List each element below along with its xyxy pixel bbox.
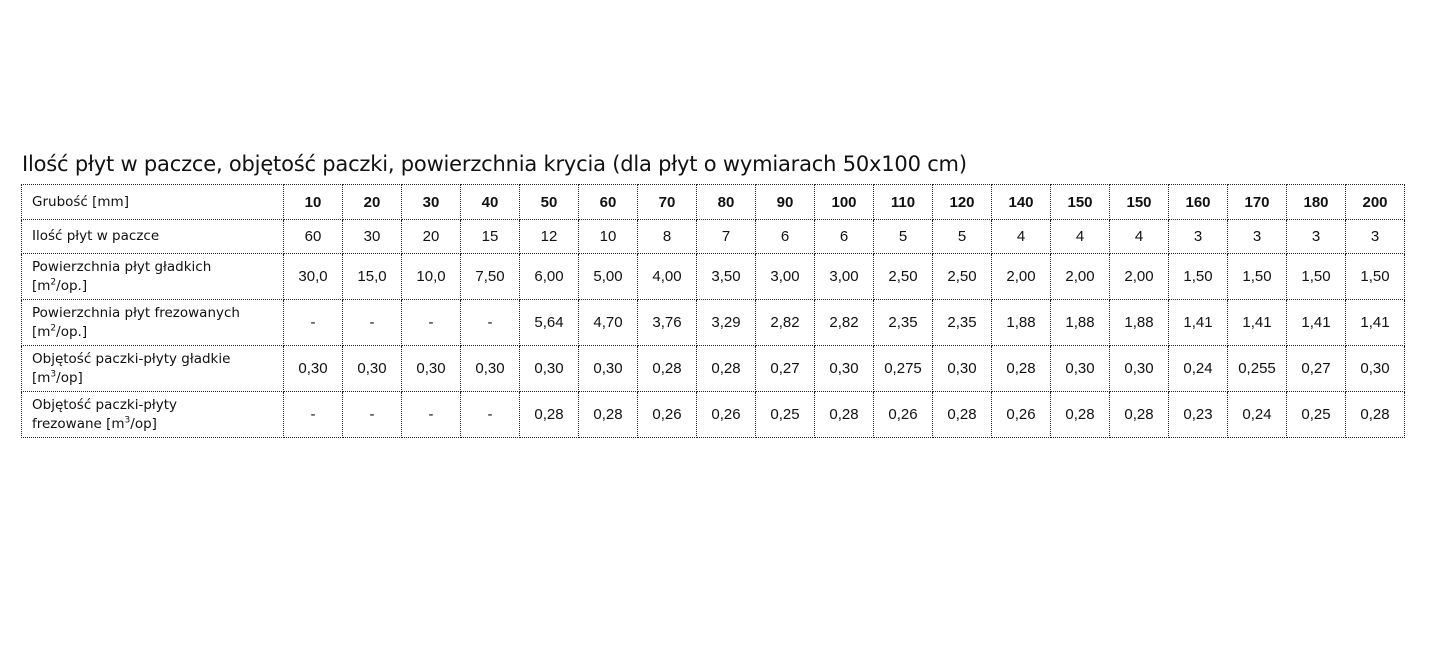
row-label-unit-exponent: 3	[50, 369, 57, 379]
table-cell: 0,30	[1110, 346, 1169, 392]
table-cell: 5,64	[520, 300, 579, 346]
table-cell: 4	[1051, 220, 1110, 254]
row-label-line1: Powierzchnia płyt frezowanych	[32, 304, 240, 321]
row-label-unit: frezowane [m	[32, 415, 125, 432]
column-header-cell: 170	[1228, 185, 1287, 220]
table-cell: 5	[874, 220, 933, 254]
table-cell: 3,50	[697, 254, 756, 300]
table-cell: 3	[1228, 220, 1287, 254]
table-cell: 0,28	[638, 346, 697, 392]
column-header-cell: 50	[520, 185, 579, 220]
table-cell: 0,28	[1110, 392, 1169, 438]
table-cell: 3,00	[815, 254, 874, 300]
row-label-line1: Objętość paczki-płyty	[32, 396, 178, 413]
row-label-unit-exponent: 2	[50, 323, 57, 333]
table-cell: 0,25	[756, 392, 815, 438]
row-label-unit-suffix: /op.]	[56, 277, 88, 294]
table-cell: 30	[343, 220, 402, 254]
table-cell: 3,00	[756, 254, 815, 300]
column-header-cell: 180	[1287, 185, 1346, 220]
table-cell: 10,0	[402, 254, 461, 300]
table-cell: 2,00	[992, 254, 1051, 300]
table-cell: 0,30	[520, 346, 579, 392]
column-header-cell: 150	[1110, 185, 1169, 220]
table-cell: 1,50	[1346, 254, 1405, 300]
row-label	[22, 392, 284, 438]
table-cell: 1,50	[1169, 254, 1228, 300]
row-label-unit-exponent: 2	[50, 277, 57, 287]
table-cell: 1,41	[1346, 300, 1405, 346]
specification-table	[21, 184, 1405, 438]
table-cell: 0,27	[756, 346, 815, 392]
milled-area-row	[22, 300, 1405, 346]
row-label-unit-suffix: /op.]	[56, 323, 88, 340]
column-header-cell: 100	[815, 185, 874, 220]
table-cell: 7	[697, 220, 756, 254]
table-cell: 0,28	[579, 392, 638, 438]
table-cell: 0,28	[992, 346, 1051, 392]
column-header-cell: 120	[933, 185, 992, 220]
table-cell: -	[461, 300, 520, 346]
table-cell: 0,23	[1169, 392, 1228, 438]
table-cell: 1,50	[1287, 254, 1346, 300]
table-cell: -	[402, 300, 461, 346]
table-cell: 0,30	[579, 346, 638, 392]
table-cell: 15,0	[343, 254, 402, 300]
table-cell: 2,35	[874, 300, 933, 346]
table-cell: 6	[756, 220, 815, 254]
table-cell: 60	[284, 220, 343, 254]
table-cell: 1,41	[1287, 300, 1346, 346]
row-label-unit-exponent: 3	[124, 415, 131, 425]
table-cell: 0,28	[815, 392, 874, 438]
table-cell: 1,88	[992, 300, 1051, 346]
smooth-volume-row	[22, 346, 1405, 392]
column-header-cell: 150	[1051, 185, 1110, 220]
table-cell: 1,41	[1169, 300, 1228, 346]
table-cell: 1,41	[1228, 300, 1287, 346]
row-label	[22, 346, 284, 392]
column-header-cell: 110	[874, 185, 933, 220]
table-cell: -	[343, 300, 402, 346]
table-cell: 5,00	[579, 254, 638, 300]
column-header-cell: 20	[343, 185, 402, 220]
row-label-unit: [m	[32, 323, 51, 340]
table-cell: 30,0	[284, 254, 343, 300]
row-label-unit: [m	[32, 369, 51, 386]
table-cell: 6	[815, 220, 874, 254]
table-cell: 0,30	[933, 346, 992, 392]
table-cell: 1,50	[1228, 254, 1287, 300]
table-cell: 0,26	[697, 392, 756, 438]
column-header-cell: 10	[284, 185, 343, 220]
table-cell: -	[343, 392, 402, 438]
table-cell: 0,30	[402, 346, 461, 392]
table-cell: 2,35	[933, 300, 992, 346]
table-cell: 0,30	[284, 346, 343, 392]
table-cell: 0,28	[933, 392, 992, 438]
row-label: Ilość płyt w paczce	[22, 220, 284, 254]
table-cell: 6,00	[520, 254, 579, 300]
table-cell: 3,29	[697, 300, 756, 346]
table-cell: 0,28	[1051, 392, 1110, 438]
row-label-unit-suffix: /op]	[56, 369, 83, 386]
table-cell: 0,30	[461, 346, 520, 392]
table-cell: 2,50	[874, 254, 933, 300]
smooth-area-row	[22, 254, 1405, 300]
row-label	[22, 300, 284, 346]
milled-volume-row	[22, 392, 1405, 438]
table-cell: 0,27	[1287, 346, 1346, 392]
table-cell: 3,76	[638, 300, 697, 346]
table-cell: 0,26	[638, 392, 697, 438]
table-cell: 0,275	[874, 346, 933, 392]
table-cell: 2,00	[1051, 254, 1110, 300]
row-label-unit: [m	[32, 277, 51, 294]
table-cell: -	[284, 392, 343, 438]
column-header-cell: 200	[1346, 185, 1405, 220]
table-cell: 15	[461, 220, 520, 254]
thickness-row	[22, 185, 1405, 220]
table-cell: 8	[638, 220, 697, 254]
table-cell: 1,88	[1110, 300, 1169, 346]
table-cell: 0,26	[874, 392, 933, 438]
table-cell: 4	[992, 220, 1051, 254]
table-cell: 0,25	[1287, 392, 1346, 438]
table-cell: 0,30	[1051, 346, 1110, 392]
column-header-cell: 30	[402, 185, 461, 220]
table-cell: -	[461, 392, 520, 438]
column-header-cell: 60	[579, 185, 638, 220]
table-cell: 4	[1110, 220, 1169, 254]
column-header-cell: 70	[638, 185, 697, 220]
row-label-line1: Powierzchnia płyt gładkich	[32, 258, 212, 275]
table-cell: 3	[1169, 220, 1228, 254]
table-cell: 0,255	[1228, 346, 1287, 392]
table-cell: 10	[579, 220, 638, 254]
table-cell: 7,50	[461, 254, 520, 300]
table-cell: 2,82	[756, 300, 815, 346]
column-header-cell: 160	[1169, 185, 1228, 220]
boards-per-pack-row	[22, 220, 1405, 254]
table-cell: 12	[520, 220, 579, 254]
table-cell: -	[284, 300, 343, 346]
column-header-cell: 40	[461, 185, 520, 220]
table-cell: 2,50	[933, 254, 992, 300]
table-cell: 0,30	[1346, 346, 1405, 392]
table-cell: -	[402, 392, 461, 438]
table-cell: 0,24	[1228, 392, 1287, 438]
table-cell: 1,88	[1051, 300, 1110, 346]
column-header-cell: 90	[756, 185, 815, 220]
table-cell: 0,24	[1169, 346, 1228, 392]
page-title: Ilość płyt w paczce, objętość paczki, powierzchnia krycia (dla płyt o wymiarach 50x100 cm)	[22, 152, 967, 176]
table-cell: 0,26	[992, 392, 1051, 438]
table-cell: 20	[402, 220, 461, 254]
table-cell: 3	[1287, 220, 1346, 254]
table-cell: 2,00	[1110, 254, 1169, 300]
column-header-cell: 140	[992, 185, 1051, 220]
table-cell: 0,28	[520, 392, 579, 438]
table-cell: 0,28	[697, 346, 756, 392]
table-cell: 0,30	[815, 346, 874, 392]
table-cell: 5	[933, 220, 992, 254]
table-cell: 4,70	[579, 300, 638, 346]
table-cell: 2,82	[815, 300, 874, 346]
table-cell: 0,30	[343, 346, 402, 392]
column-header-cell: 80	[697, 185, 756, 220]
row-label	[22, 254, 284, 300]
table-cell: 3	[1346, 220, 1405, 254]
row-label-line1: Objętość paczki-płyty gładkie	[32, 350, 231, 367]
row-label-unit-suffix: /op]	[130, 415, 157, 432]
row-label: Grubość [mm]	[22, 185, 284, 220]
table-cell: 4,00	[638, 254, 697, 300]
table-cell: 0,28	[1346, 392, 1405, 438]
